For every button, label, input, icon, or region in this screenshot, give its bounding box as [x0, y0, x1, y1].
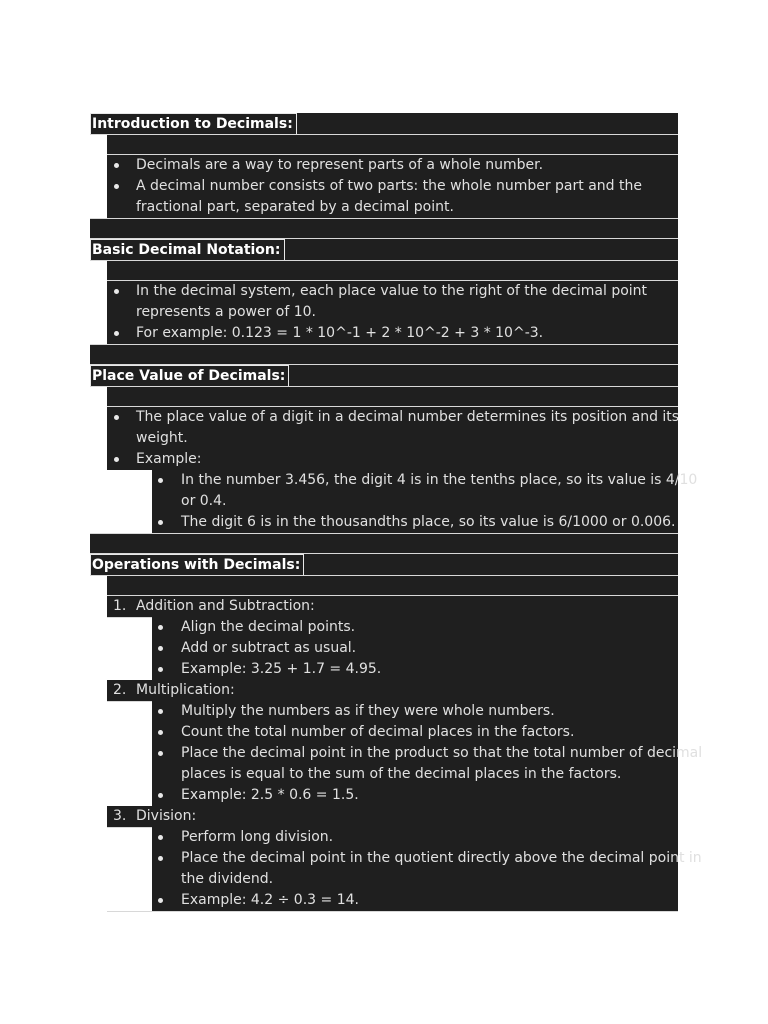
list-item-text: In the number 3.456, the digit 4 is in the tenths place, so its value is 4/10 — [181, 472, 698, 488]
bullet-marker — [114, 163, 119, 168]
line-divider — [107, 911, 678, 912]
section-heading: Basic Decimal Notation: — [90, 239, 285, 261]
section-gap-band — [90, 534, 678, 553]
bullet-marker — [158, 709, 163, 714]
list-item-text: Example: — [136, 451, 202, 467]
list-item-text: fractional part, separated by a decimal point. — [136, 199, 454, 215]
bullet-marker — [158, 835, 163, 840]
list-item-text: In the decimal system, each place value to the right of the decimal point — [136, 283, 648, 299]
list-item-text: Add or subtract as usual. — [181, 640, 357, 656]
section-heading: Place Value of Decimals: — [90, 365, 289, 387]
bullet-marker — [158, 667, 163, 672]
spacer-band — [107, 261, 678, 280]
list-item-text: places is equal to the sum of the decimal places in the factors. — [181, 766, 622, 782]
list-item-text: Decimals are a way to represent parts of a whole number. — [136, 157, 544, 173]
list-item-text: Align the decimal points. — [181, 619, 356, 635]
list-number: 1. — [113, 598, 127, 614]
bullet-marker — [158, 646, 163, 651]
section-heading: Introduction to Decimals: — [90, 113, 297, 135]
list-item-text: represents a power of 10. — [136, 304, 316, 320]
list-item-text: or 0.4. — [181, 493, 227, 509]
bullet-marker — [114, 331, 119, 336]
list-item-text: A decimal number consists of two parts: the whole number part and the — [136, 178, 642, 194]
list-item-text: Count the total number of decimal places in the factors. — [181, 724, 575, 740]
list-item-text: Example: 2.5 * 0.6 = 1.5. — [181, 787, 359, 803]
list-item-text: Multiply the numbers as if they were whole numbers. — [181, 703, 555, 719]
list-item-text: weight. — [136, 430, 188, 446]
bullet-marker — [114, 457, 119, 462]
numbered-item-label: Addition and Subtraction: — [136, 598, 315, 614]
spacer-band — [107, 135, 678, 154]
list-item-text: Perform long division. — [181, 829, 334, 845]
spacer-band — [107, 387, 678, 406]
bullet-marker — [158, 898, 163, 903]
numbered-item-label: Division: — [136, 808, 197, 824]
bullet-marker — [158, 730, 163, 735]
bullet-marker — [114, 415, 119, 420]
bullet-marker — [158, 793, 163, 798]
list-number: 2. — [113, 682, 127, 698]
list-number: 3. — [113, 808, 127, 824]
section-heading: Operations with Decimals: — [90, 554, 304, 576]
bullet-marker — [158, 520, 163, 525]
section-gap-band — [90, 345, 678, 364]
bullet-marker — [114, 289, 119, 294]
bullet-marker — [114, 184, 119, 189]
numbered-item-label: Multiplication: — [136, 682, 235, 698]
bullet-marker — [158, 625, 163, 630]
list-item-text: Example: 4.2 ÷ 0.3 = 14. — [181, 892, 359, 908]
bullet-marker — [158, 478, 163, 483]
list-item-text: Place the decimal point in the quotient directly above the decimal point in — [181, 850, 702, 866]
list-item-text: The place value of a digit in a decimal number determines its position and its — [136, 409, 680, 425]
list-item-text: The digit 6 is in the thousandths place, so its value is 6/1000 or 0.006. — [181, 514, 676, 530]
spacer-band — [107, 576, 678, 595]
list-item-text: Place the decimal point in the product so that the total number of decimal — [181, 745, 703, 761]
bullet-marker — [158, 856, 163, 861]
bullet-marker — [158, 751, 163, 756]
list-item-text: Example: 3.25 + 1.7 = 4.95. — [181, 661, 382, 677]
list-item-text: the dividend. — [181, 871, 274, 887]
list-item-text: For example: 0.123 = 1 * 10^-1 + 2 * 10^-2 + 3 * 10^-3. — [136, 325, 544, 341]
section-gap-band — [90, 219, 678, 238]
